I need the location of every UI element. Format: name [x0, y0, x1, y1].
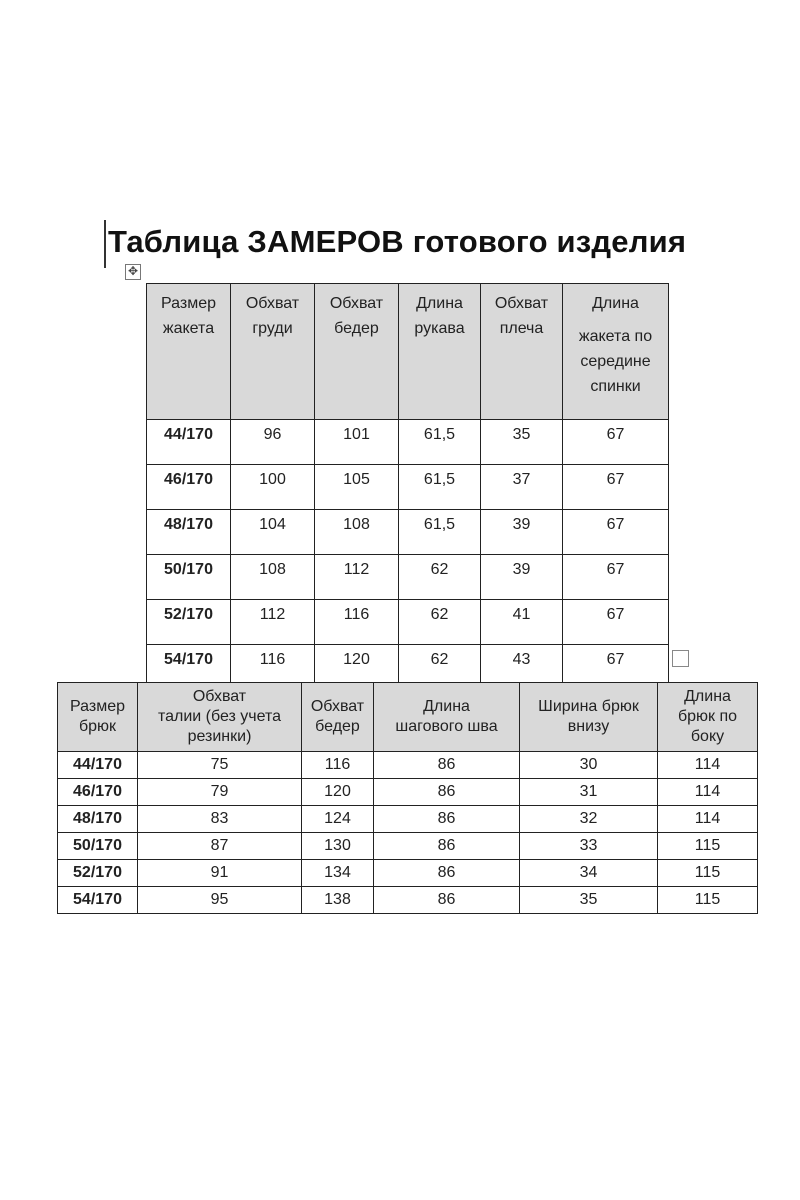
table-cell: 83 [138, 806, 302, 833]
table-cell: 105 [315, 465, 399, 510]
table-header-row [147, 284, 669, 420]
table-cell: 37 [481, 465, 563, 510]
table-cell: 116 [231, 645, 315, 690]
table-resize-icon[interactable] [672, 650, 689, 667]
table-cell: 35 [481, 420, 563, 465]
table-cell: 67 [563, 555, 669, 600]
size-cell: 50/170 [58, 833, 138, 860]
table-cell: 33 [520, 833, 658, 860]
table-cell: 101 [315, 420, 399, 465]
table-row [58, 752, 758, 779]
table-cell: 108 [315, 510, 399, 555]
table-row [58, 779, 758, 806]
table-cell: 62 [399, 645, 481, 690]
table-cell: 87 [138, 833, 302, 860]
table-cell: 39 [481, 510, 563, 555]
size-cell: 48/170 [58, 806, 138, 833]
table-row [147, 420, 669, 465]
table-cell: 75 [138, 752, 302, 779]
table-cell: 86 [374, 806, 520, 833]
jacket-measurements-table [146, 283, 669, 690]
size-cell: 54/170 [58, 887, 138, 914]
table-cell: 112 [315, 555, 399, 600]
page-title: Таблица ЗАМЕРОВ готового изделия [108, 224, 687, 259]
table-cell: 124 [302, 806, 374, 833]
trousers-measurements-table [57, 682, 758, 914]
table-cell: 116 [315, 600, 399, 645]
table-cell: 35 [520, 887, 658, 914]
move-arrows-icon[interactable]: ✥ [125, 264, 141, 280]
table-cell: 67 [563, 465, 669, 510]
table-cell: 134 [302, 860, 374, 887]
table-cell: 114 [658, 752, 758, 779]
table-cell: 96 [231, 420, 315, 465]
size-cell: 52/170 [58, 860, 138, 887]
table-row [58, 806, 758, 833]
table-row [147, 465, 669, 510]
table-cell: 79 [138, 779, 302, 806]
table-cell: 115 [658, 887, 758, 914]
table-cell: 108 [231, 555, 315, 600]
table-cell: 39 [481, 555, 563, 600]
header-bottom-width: Ширина брюк внизу [520, 683, 658, 752]
table-cell: 114 [658, 806, 758, 833]
table-cell: 112 [231, 600, 315, 645]
table-cell: 67 [563, 645, 669, 690]
size-cell: 48/170 [147, 510, 231, 555]
table-row [58, 860, 758, 887]
header-side-length: Длина брюк по боку [658, 683, 758, 752]
header-waist: Обхват талии (без учета резинки) [138, 683, 302, 752]
header-shoulder: Обхват плеча [481, 284, 563, 420]
size-cell: 44/170 [58, 752, 138, 779]
table-cell: 95 [138, 887, 302, 914]
table-cell: 32 [520, 806, 658, 833]
size-cell: 50/170 [147, 555, 231, 600]
table-row [147, 510, 669, 555]
table-cell: 115 [658, 860, 758, 887]
table-cell: 67 [563, 420, 669, 465]
table-cell: 43 [481, 645, 563, 690]
header-chest: Обхват груди [231, 284, 315, 420]
size-cell: 46/170 [58, 779, 138, 806]
table-cell: 138 [302, 887, 374, 914]
table-cell: 100 [231, 465, 315, 510]
table-cell: 104 [231, 510, 315, 555]
table-cell: 86 [374, 752, 520, 779]
table-cell: 120 [302, 779, 374, 806]
table-cell: 30 [520, 752, 658, 779]
header-trousers-size: Размер брюк [58, 683, 138, 752]
header-hips: Обхват бедер [315, 284, 399, 420]
table-cell: 115 [658, 833, 758, 860]
text-cursor [104, 220, 106, 268]
table-cell: 61,5 [399, 420, 481, 465]
table-cell: 130 [302, 833, 374, 860]
table-cell: 34 [520, 860, 658, 887]
size-cell: 52/170 [147, 600, 231, 645]
table-cell: 31 [520, 779, 658, 806]
table-row [147, 600, 669, 645]
size-cell: 54/170 [147, 645, 231, 690]
table-cell: 61,5 [399, 465, 481, 510]
table-cell: 120 [315, 645, 399, 690]
table-cell: 114 [658, 779, 758, 806]
table-row [58, 833, 758, 860]
size-cell: 44/170 [147, 420, 231, 465]
table-cell: 62 [399, 555, 481, 600]
table-cell: 116 [302, 752, 374, 779]
header-jacket-length: Длина жакета по середине спинки [563, 284, 669, 420]
table-cell: 67 [563, 510, 669, 555]
table-cell: 86 [374, 887, 520, 914]
table-row [58, 887, 758, 914]
table-cell: 86 [374, 860, 520, 887]
header-sleeve-length: Длина рукава [399, 284, 481, 420]
header-inseam-length: Длина шагового шва [374, 683, 520, 752]
header-jacket-size: Размер жакета [147, 284, 231, 420]
size-cell: 46/170 [147, 465, 231, 510]
table-cell: 67 [563, 600, 669, 645]
table-cell: 86 [374, 833, 520, 860]
table-cell: 41 [481, 600, 563, 645]
table-cell: 86 [374, 779, 520, 806]
table-cell: 61,5 [399, 510, 481, 555]
table-header-row [58, 683, 758, 752]
table-cell: 62 [399, 600, 481, 645]
header-hips: Обхват бедер [302, 683, 374, 752]
table-cell: 91 [138, 860, 302, 887]
table-row [147, 555, 669, 600]
